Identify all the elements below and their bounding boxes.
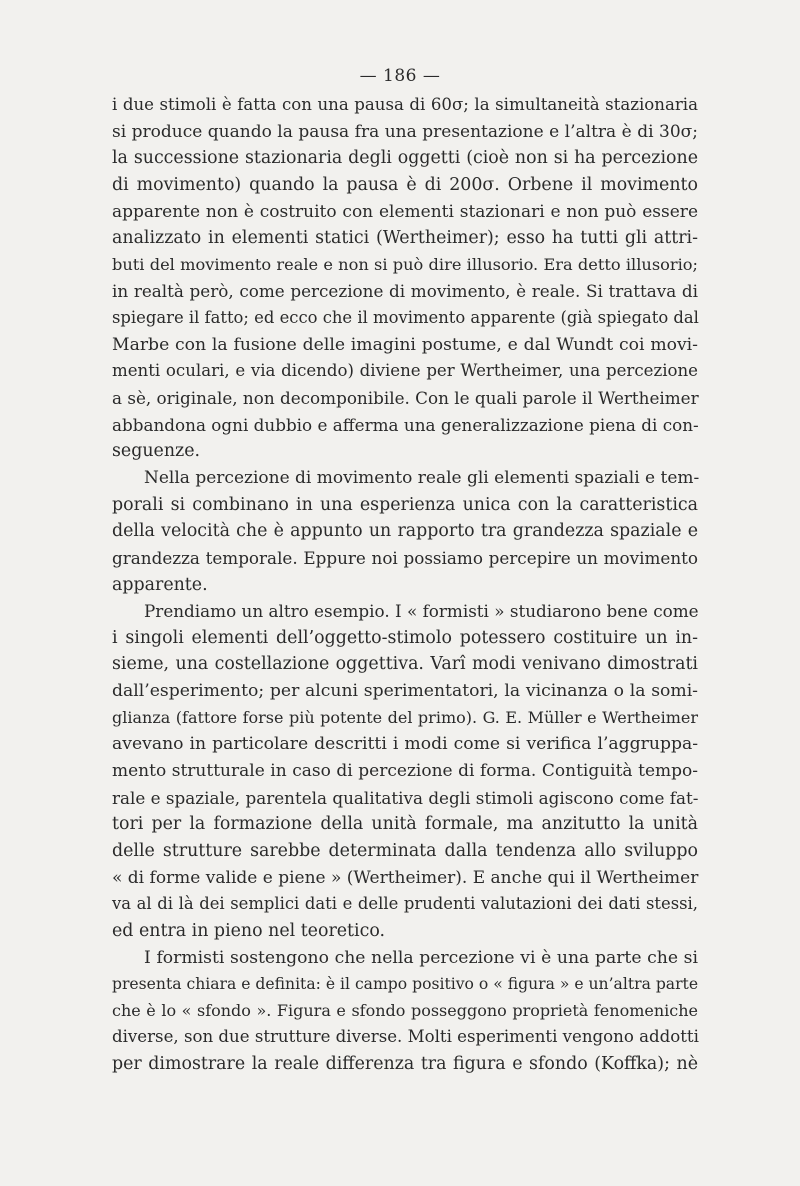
text-line: Prendiamo un altro esempio. I « formisti » studiarono bene come bbox=[144, 601, 699, 622]
text-line: grandezza temporale. Eppure noi possiamo percepire un movimento bbox=[112, 547, 698, 568]
text-line: in realtà però, come percezione di movimento, è reale. Si trattava di bbox=[112, 281, 698, 302]
text-line: di movimento) quando la pausa è di 200σ. Orbene il movimento bbox=[112, 174, 698, 195]
text-line: diverse, son due strutture diverse. Molti esperimenti vengono addotti bbox=[112, 1027, 699, 1047]
text-line: menti oculari, e via dicendo) diviene per Wertheimer, una percezione bbox=[112, 361, 698, 381]
text-line: si produce quando la pausa fra una presentazione e l’altra è di 30σ; bbox=[112, 121, 698, 142]
text-line: a sè, originale, non decomponibile. Con le quali parole il Wertheimer bbox=[112, 388, 699, 409]
text-line: « di forme valide e piene » (Wertheimer). E anche qui il Wertheimer bbox=[112, 867, 699, 888]
text-line: spiegare il fatto; ed ecco che il movimento apparente (già spiegato dal bbox=[112, 308, 699, 328]
text-line: della velocità che è appunto un rapporto tra grandezza spaziale e bbox=[112, 521, 698, 542]
text-line: Nella percezione di movimento reale gli elementi spaziali e tem- bbox=[144, 467, 700, 488]
text-line: apparente non è costruito con elementi stazionari e non può essere bbox=[112, 201, 698, 222]
text-line: presenta chiara e definita: è il campo positivo o « figura » e un’altra parte bbox=[112, 975, 699, 994]
page-number: — 186 — bbox=[359, 66, 441, 86]
text-line: dall’esperimento; per alcuni sperimentatori, la vicinanza o la somi- bbox=[112, 681, 698, 702]
text-line: i singoli elementi dell’oggetto-stimolo potessero costituire un in- bbox=[112, 627, 698, 648]
text-line: delle strutture sarebbe determinata dalla tendenza allo sviluppo bbox=[112, 840, 698, 861]
text-line: seguenze. bbox=[112, 441, 201, 462]
text-line: ed entra in pieno nel teoretico. bbox=[112, 920, 386, 941]
text-line: I formisti sostengono che nella percezione vi è una parte che si bbox=[144, 947, 698, 968]
text-line: tori per la formazione della unità formale, ma anzitutto la unità bbox=[112, 814, 698, 835]
text-line: rale e spaziale, parentela qualitativa degli stimoli agiscono come fat- bbox=[112, 787, 699, 808]
text-line: porali si combinano in una esperienza unica con la caratteristica bbox=[112, 494, 698, 515]
text-line: la successione stazionaria degli oggetti (cioè non si ha percezione bbox=[112, 148, 698, 169]
text-line: Marbe con la fusione delle imagini postume, e dal Wundt coi movi- bbox=[112, 334, 698, 355]
text-line: analizzato in elementi statici (Wertheimer); esso ha tutti gli attri- bbox=[112, 228, 698, 249]
text-line: mento strutturale in caso di percezione di forma. Contiguità tempo- bbox=[112, 761, 698, 782]
text-line: va al di là dei semplici dati e delle prudenti valutazioni dei dati stessi, bbox=[112, 894, 698, 914]
text-line: abbandona ogni dubbio e afferma una generalizzazione piena di con- bbox=[112, 414, 699, 435]
text-line: i due stimoli è fatta con una pausa di 60σ; la simultaneità stazionaria bbox=[112, 95, 698, 114]
body-text bbox=[112, 92, 698, 1078]
text-line: apparente. bbox=[112, 574, 208, 595]
text-line: sieme, una costellazione oggettiva. Varî modi venivano dimostrati bbox=[112, 654, 698, 675]
text-line: per dimostrare la reale differenza tra figura e sfondo (Koffka); nè bbox=[112, 1054, 698, 1075]
text-line: avevano in particolare descritti i modi come si verifica l’aggruppa- bbox=[112, 734, 698, 755]
text-line: glianza (fattore forse più potente del primo). G. E. Müller e Wertheimer bbox=[112, 707, 698, 727]
text-line: che è lo « sfondo ». Figura e sfondo posseggono proprietà fenomeniche bbox=[112, 1000, 698, 1020]
text-line: buti del movimento reale e non si può dire illusorio. Era detto illusorio; bbox=[112, 254, 698, 274]
